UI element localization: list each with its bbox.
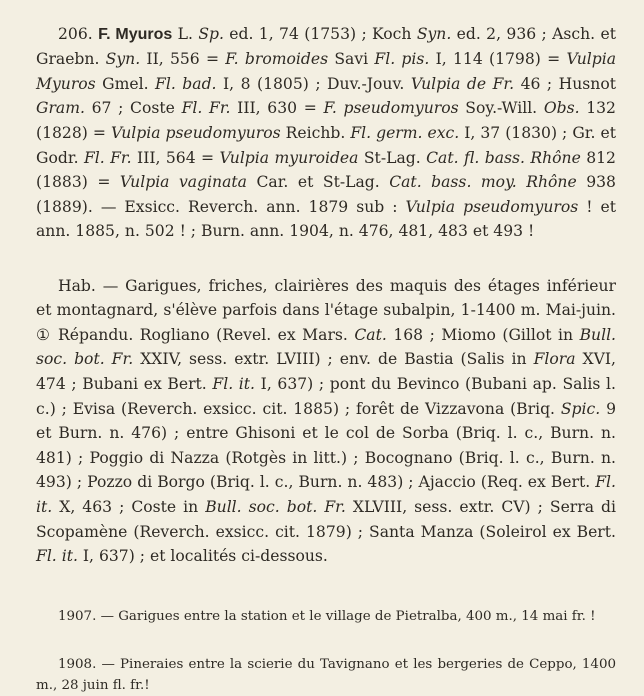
citation-text: Soy.-Will. — [458, 99, 544, 118]
synonym-name: F. bromoides — [225, 50, 329, 69]
synonym-name: Vulpia myuroidea — [219, 148, 359, 167]
citation-title: Fl. pis. — [374, 50, 430, 69]
citation-title: Syn. — [416, 24, 452, 43]
citation-text: III, 630 = — [230, 99, 324, 118]
citation-text: II, 556 = — [140, 50, 226, 69]
citation-title: Fl. it. — [36, 547, 78, 566]
habitat-text: XLVIII, sess. extr. CV) ; Serra di Scopamène (Reverch. exsicc. cit. 1879) ; Santa Manza (Soleirol ex Bert. — [36, 497, 616, 541]
citation-text: Savi — [328, 50, 375, 69]
citation-title: Fl. it. — [212, 374, 256, 393]
citation-title: Cat. — [354, 325, 387, 344]
habitat-text: XXIV, sess. extr. LVIII) ; env. de Bastia (Salis in — [133, 350, 534, 369]
citation-title: Fl. it. — [36, 473, 616, 516]
habitat-text: I, 637) ; et localités ci-dessous. — [77, 547, 328, 566]
citation-title: Vulpia de Fr. — [410, 74, 515, 93]
citation-title: Cat. bass. moy. Rhône — [389, 173, 577, 192]
citation-text: Gmel. — [95, 74, 156, 93]
citation-title: Cat. fl. bass. Rhône — [426, 148, 581, 167]
collection-record-1907: 1907. — Garigues entre la station et le village de Pietralba, 400 m., 14 mai fr. ! — [58, 609, 596, 625]
collection-record-1908: 1908. — Pineraies entre la scierie du Tavignano et les bergeries de Ceppo, 1400 m., 28 juin fl. fr.! — [36, 657, 616, 694]
habitat-text: 168 ; Miomo (Gillot in — [386, 325, 580, 344]
habitat-text: 9 et Burn. n. 476) ; entre Ghisoni et le col de Sorba (Briq. l. c., Burn. n. 481) ; Poggio di Nazza (Rotgès in litt.) ; Bocognano (Briq. l. c., Burn. n. 493) ; Pozzo di Borgo (Briq. l. c., Burn. n. 483) ; Ajaccio (Req. ex Bert. — [36, 399, 616, 492]
species-name: F. Myuros — [98, 25, 173, 43]
citation-title: Bull. soc. bot. Fr. — [205, 497, 346, 516]
citation-text: I, 8 (1805) ; Duv.-Jouv. — [216, 74, 411, 93]
citation-title: Gram. — [36, 99, 85, 118]
citation-title: Fl. bad. — [155, 74, 217, 93]
species-entry-206 — [36, 22, 616, 244]
synonym-name: Vulpia pseudomyuros — [110, 123, 281, 142]
citation-title: Fl. germ. exc. — [350, 123, 460, 142]
citation-title: Fl. Fr. — [83, 148, 132, 167]
citation-text: Reichb. — [280, 123, 351, 142]
citation-text: 132 (1828) = — [36, 99, 616, 142]
citation-text: 46 ; Husnot — [514, 74, 616, 93]
citation-title: Flora — [533, 350, 576, 369]
citation-text: Car. et St-Lag. — [246, 173, 390, 192]
citation-title: Syn. — [105, 50, 141, 69]
habitat-text: XVI, 474 ; Bubani ex Bert. — [36, 350, 617, 393]
citation-text: L. — [172, 24, 199, 43]
citation-title: Spic. — [560, 399, 601, 418]
synonym-name: Vulpia pseudomyuros — [405, 197, 579, 216]
synonym-name: F. pseudomyuros — [323, 99, 459, 118]
citation-text: III, 564 = — [131, 148, 220, 167]
synonym-name: Vulpia vaginata — [119, 173, 247, 192]
citation-title: Obs. — [543, 99, 580, 118]
habitat-text: X, 463 ; Coste in — [52, 497, 206, 516]
citation-text: I, 37 (1830) ; Gr. et Godr. — [36, 123, 616, 167]
citation-text: 67 ; Coste — [84, 99, 182, 118]
citation-title: Bull. soc. bot. Fr. — [36, 325, 617, 369]
citation-text: ed. 2, 936 ; Asch. et Graebn. — [36, 24, 616, 69]
synonym-name: Vulpia Myuros — [36, 50, 616, 93]
citation-text: 938 (1889). — Exsicc. Reverch. ann. 1879 sub : — [36, 173, 616, 216]
habitat-text: I, 637) ; pont du Bevinco (Bubani ap. Salis l. c.) ; Evisa (Reverch. exsicc. cit. 1885) ; forêt de Vizzavona (Briq. — [36, 374, 616, 418]
citation-text: 812 (1883) = — [36, 148, 616, 192]
citation-text: I, 114 (1798) = — [429, 50, 567, 69]
citation-text: ! et ann. 1885, n. 502 ! ; Burn. ann. 1904, n. 476, 481, 483 et 493 ! — [36, 197, 616, 241]
habitat-paragraph — [36, 274, 616, 569]
citation-text: ed. 1, 74 (1753) ; Koch — [223, 24, 417, 43]
entry-number: 206. — [58, 24, 93, 43]
citation-title: Sp. — [198, 24, 224, 43]
citation-text: St-Lag. — [358, 148, 427, 167]
habitat-text: Hab. — Garigues, friches, clairières des maquis des étages inférieur et montagnard, s'élève parfois dans l'étage subalpin, 1-1400 m. Mai-juin. ① Répandu. Rogliano (Revel. ex Mars. — [36, 276, 616, 344]
citation-title: Fl. Fr. — [181, 99, 231, 118]
